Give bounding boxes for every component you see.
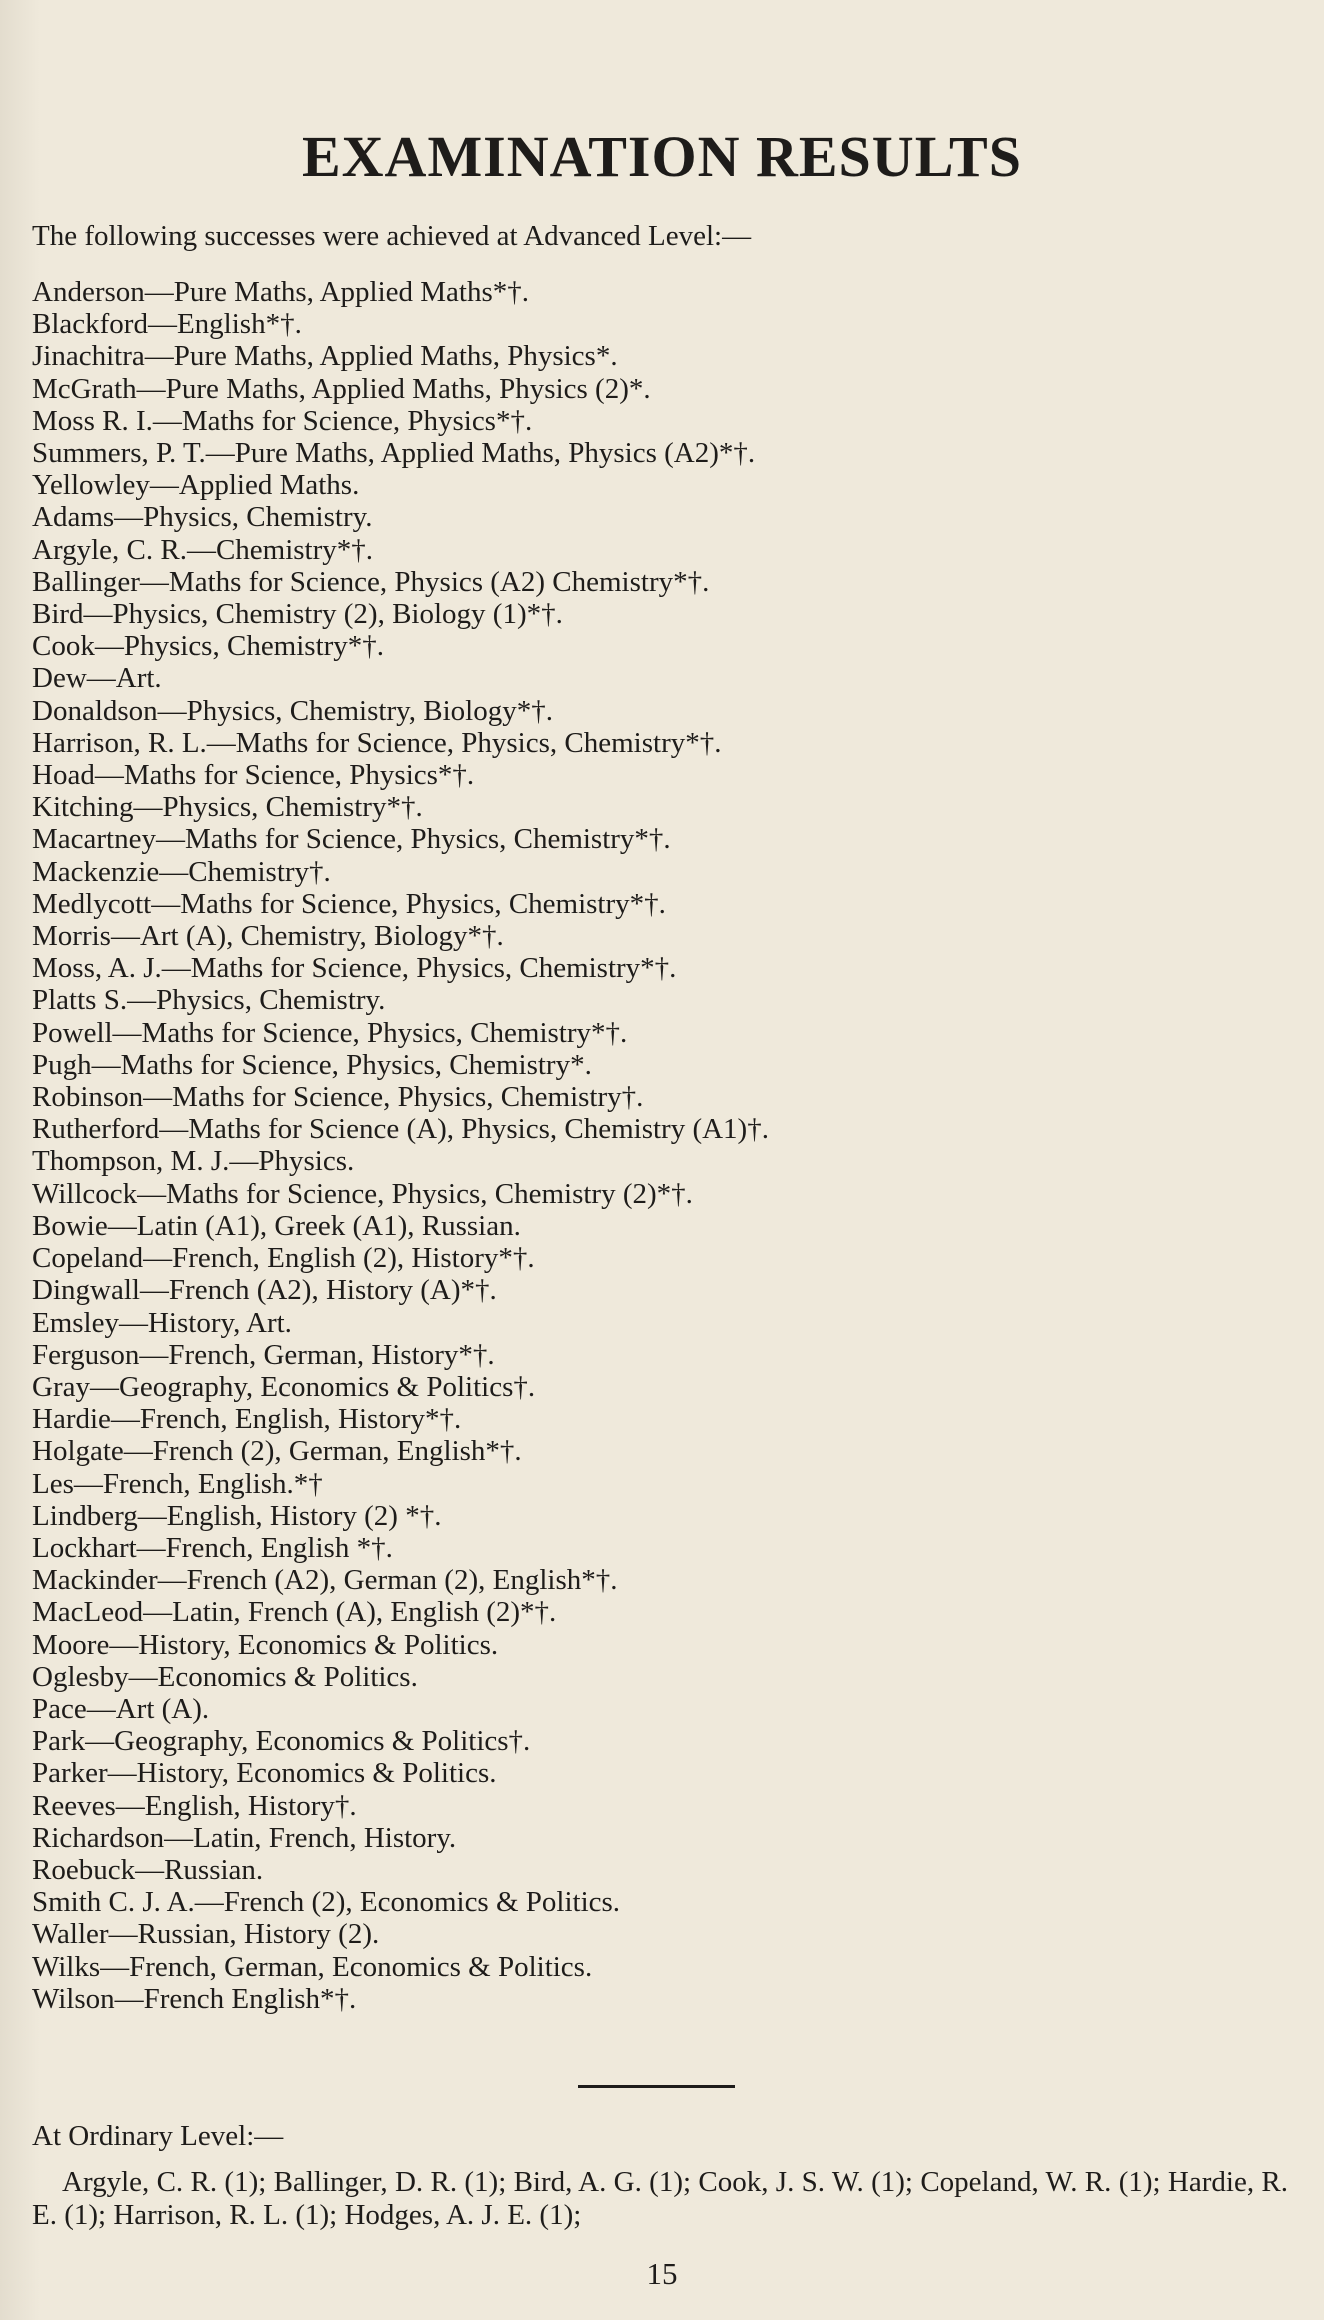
result-entry: Summers, P. T.—Pure Maths, Applied Maths, Physics (A2)*†. [32,437,756,470]
ordinary-level-results: Argyle, C. R. (1); Ballinger, D. R. (1); Bird, A. G. (1); Cook, J. S. W. (1); Copeland, W. R. (1); Hardie, R. E. (1); Harrison, R. L. (1); Hodges, A. J. E. (1); [32,2166,1288,2231]
result-entry: Harrison, R. L.—Maths for Science, Physics, Chemistry*†. [32,726,722,759]
result-entry: Macartney—Maths for Science, Physics, Chemistry*†. [32,823,671,856]
result-entry: Yellowley—Applied Maths. [32,469,360,502]
result-entry: Holgate—French (2), German, English*†. [32,1435,522,1468]
result-entry: Dingwall—French (A2), History (A)*†. [32,1274,497,1307]
section-divider [578,2085,735,2088]
result-entry: Pace—Art (A). [32,1692,210,1725]
result-entry: Hardie—French, English, History*†. [32,1403,462,1436]
result-entry: McGrath—Pure Maths, Applied Maths, Physics (2)*. [32,372,651,405]
result-entry: Anderson—Pure Maths, Applied Maths*†. [32,276,529,308]
result-entry: Roebuck—Russian. [32,1853,264,1886]
result-entry: Oglesby—Economics & Politics. [32,1660,418,1693]
result-entry: Mackinder—French (A2), German (2), English*†. [32,1564,618,1597]
result-entry: Mackenzie—Chemistry†. [32,855,331,888]
result-entry: Richardson—Latin, French, History. [32,1821,457,1854]
result-entry: Blackford—English*†. [32,308,302,341]
result-entry: Adams—Physics, Chemistry. [32,501,373,534]
result-entry: Willcock—Maths for Science, Physics, Chemistry (2)*†. [32,1177,693,1210]
result-entry: Park—Geography, Economics & Politics†. [32,1725,531,1758]
result-entry: Ballinger—Maths for Science, Physics (A2) Chemistry*†. [32,565,710,598]
result-entry: Lockhart—French, English *†. [32,1531,393,1564]
result-entry: Smith C. J. A.—French (2), Economics & Politics. [32,1886,621,1919]
result-entry: Powell—Maths for Science, Physics, Chemistry*†. [32,1016,628,1049]
result-entry: Les—French, English.*† [32,1467,323,1500]
result-entry: Argyle, C. R.—Chemistry*†. [32,533,374,566]
result-entry: Pugh—Maths for Science, Physics, Chemistry*. [32,1048,592,1081]
result-entry: Waller—Russian, History (2). [32,1918,380,1951]
result-entry: Wilson—French English*†. [32,1982,357,2015]
result-entry: Moore—History, Economics & Politics. [32,1628,499,1661]
result-entry: Hoad—Maths for Science, Physics*†. [32,759,475,792]
result-entry: Wilks—French, German, Economics & Politics. [32,1950,593,1983]
result-entry: Thompson, M. J.—Physics. [32,1145,355,1178]
result-entry: MacLeod—Latin, French (A), English (2)*†. [32,1596,557,1629]
ordinary-level-heading: At Ordinary Level:— [32,2120,284,2152]
result-entry: Rutherford—Maths for Science (A), Physics, Chemistry (A1)†. [32,1113,769,1146]
result-entry: Cook—Physics, Chemistry*†. [32,630,385,663]
result-entry: Jinachitra—Pure Maths, Applied Maths, Physics*. [32,340,618,373]
result-entry: Parker—History, Economics & Politics. [32,1757,497,1790]
result-entry: Emsley—History, Art. [32,1306,292,1339]
result-entry: Moss R. I.—Maths for Science, Physics*†. [32,404,533,437]
advanced-level-results-list [32,276,1032,2015]
result-entry: Bowie—Latin (A1), Greek (A1), Russian. [32,1209,521,1242]
page-title: EXAMINATION RESULTS [301,124,1022,189]
result-entry: Copeland—French, English (2), History*†. [32,1242,535,1275]
result-entry: Robinson—Maths for Science, Physics, Chemistry†. [32,1081,644,1114]
result-entry: Moss, A. J.—Maths for Science, Physics, Chemistry*†. [32,952,677,985]
result-entry: Gray—Geography, Economics & Politics†. [32,1370,536,1403]
result-entry: Kitching—Physics, Chemistry*†. [32,791,423,824]
page-number: 15 [646,2256,678,2291]
result-entry: Reeves—English, History†. [32,1789,357,1822]
result-entry: Donaldson—Physics, Chemistry, Biology*†. [32,694,553,727]
result-entry: Medlycott—Maths for Science, Physics, Chemistry*†. [32,887,666,920]
result-entry: Platts S.—Physics, Chemistry. [32,984,386,1017]
result-entry: Morris—Art (A), Chemistry, Biology*†. [32,920,504,953]
advanced-level-intro: The following successes were achieved at Advanced Level:— [32,220,752,252]
result-entry: Ferguson—French, German, History*†. [32,1338,495,1371]
result-entry: Dew—Art. [32,662,162,695]
result-entry: Bird—Physics, Chemistry (2), Biology (1)*†. [32,598,563,631]
result-entry: Lindberg—English, History (2) *†. [32,1499,442,1532]
